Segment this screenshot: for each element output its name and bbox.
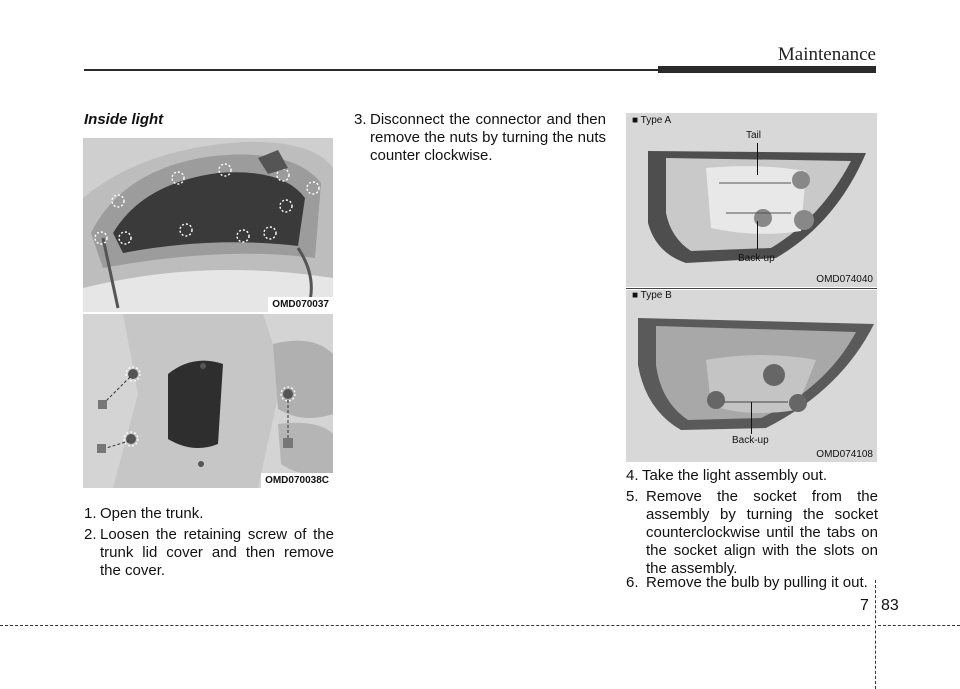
header-rule — [84, 69, 660, 71]
type-b-photo — [626, 290, 877, 462]
header-rule-bar — [658, 66, 876, 73]
section-title: Inside light — [84, 111, 164, 128]
header-section-title: Maintenance — [777, 44, 876, 65]
page-number: 83 — [881, 597, 899, 614]
type-a-photo — [626, 113, 877, 287]
type-a-backup-leader — [757, 221, 758, 249]
footer-rule-right — [878, 625, 960, 626]
step-1: 1. Open the trunk. — [84, 505, 204, 522]
type-a-label: ■ Type A — [632, 115, 672, 126]
type-a-code: OMD074040 — [816, 274, 873, 285]
step-6: 6. Remove the bulb by pulling it out. — [626, 574, 868, 591]
step-5: 5. Remove the socket from the assembly by turning the socket counterclockwise until the tabs on the socket align with the slots on the assembly. — [626, 488, 878, 577]
cover-photo-code: OMD070038C — [261, 473, 333, 488]
footer-rule-left — [0, 625, 870, 626]
type-b-code: OMD074108 — [816, 449, 873, 460]
tail-callout: Tail — [746, 130, 762, 141]
type-b-backup-callout: Back-up — [732, 435, 769, 446]
page-chapter-number: 7 — [860, 597, 869, 614]
step-4: 4. Take the light assembly out. — [626, 467, 828, 484]
type-divider — [626, 288, 877, 289]
type-b-label: ■ Type B — [632, 290, 672, 301]
step-3: 3. Disconnect the connector and then remove the nuts by turning the nuts counter clockwise. — [354, 111, 606, 164]
tail-leader — [757, 143, 758, 175]
type-a-backup-callout: Back-up — [738, 253, 775, 264]
trunk-photo-code: OMD070037 — [268, 297, 333, 312]
trunk-cover-photo — [83, 314, 333, 488]
footer-divider-vertical — [875, 580, 876, 689]
type-b-backup-leader — [751, 402, 752, 434]
trunk-lid-photo — [83, 138, 333, 312]
step-2: 2. Loosen the retaining screw of the trunk lid cover and then remove the cover. — [84, 526, 334, 579]
